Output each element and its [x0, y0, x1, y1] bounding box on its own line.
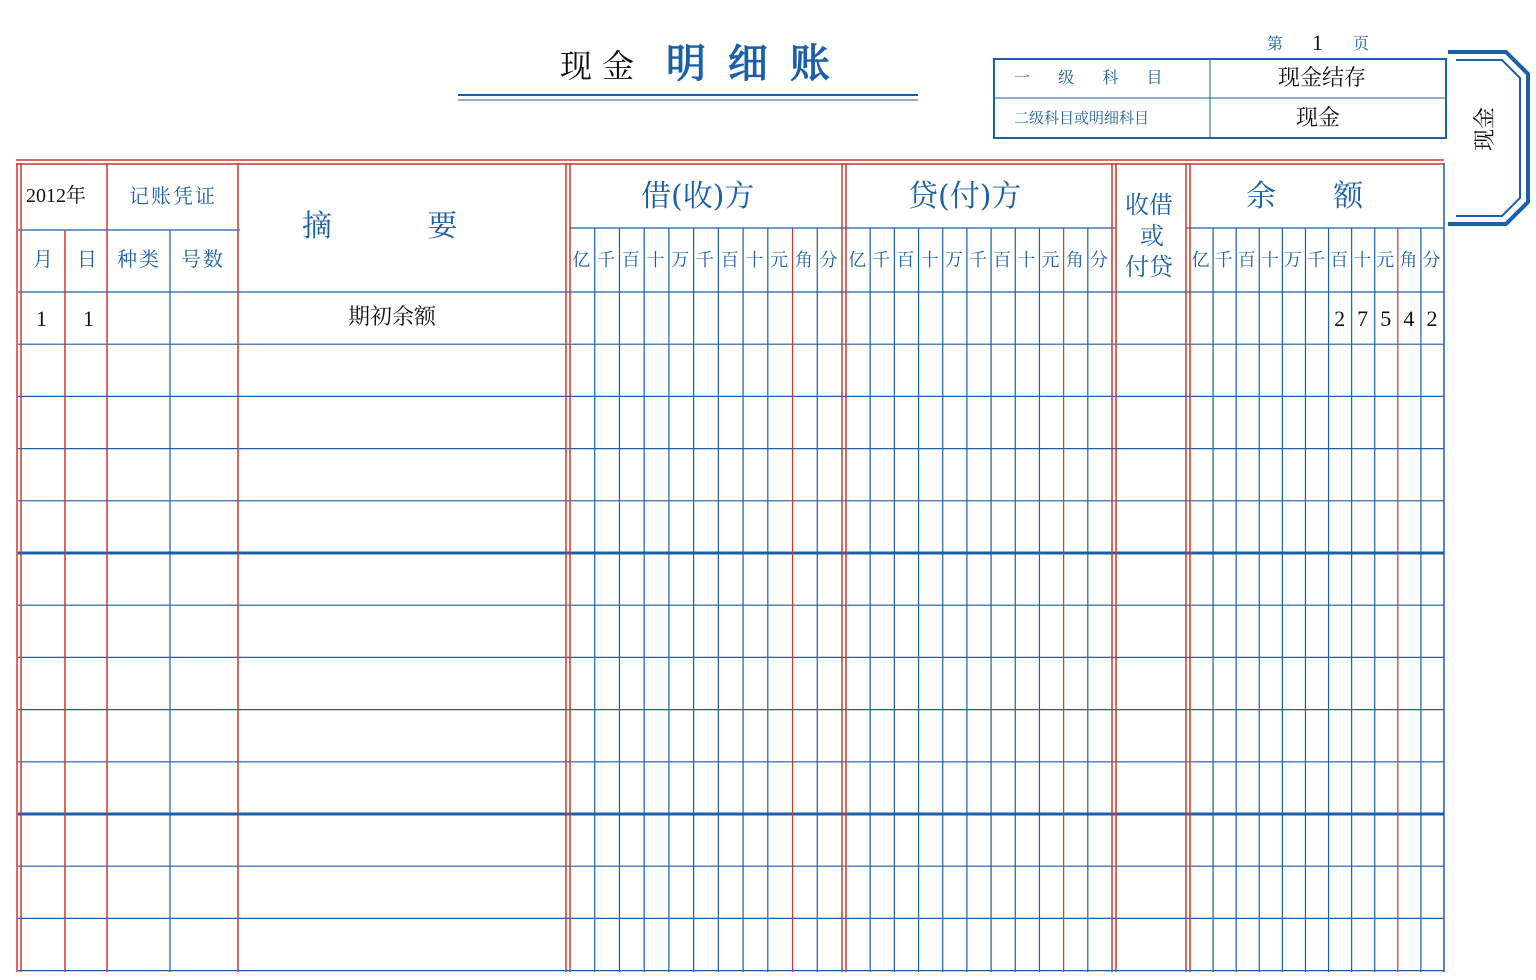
summary-header: 摘 要 — [302, 209, 458, 244]
credit-unit-5: 千 — [969, 250, 987, 271]
page-label-suffix: 页 — [1353, 34, 1370, 53]
balance-unit-3: 十 — [1260, 250, 1279, 271]
page-title: 明 细 账 — [666, 40, 834, 87]
row1-balance-digit: 5 — [1380, 306, 1392, 331]
row1-day: 1 — [83, 306, 94, 331]
credit-unit-7: 十 — [1017, 250, 1036, 271]
debit-unit-1: 千 — [597, 250, 616, 271]
debit-unit-7: 十 — [745, 250, 764, 271]
dc-header-top: 收借 — [1125, 191, 1173, 219]
row1-balance-digit: 2 — [1426, 306, 1438, 331]
credit-unit-10: 分 — [1089, 250, 1108, 271]
credit-unit-0: 亿 — [848, 250, 867, 271]
title-prefix: 现 金 — [560, 47, 635, 85]
debit-unit-10: 分 — [819, 250, 838, 271]
credit-unit-4: 万 — [944, 250, 963, 271]
page-label-prefix: 第 — [1267, 34, 1284, 53]
side-tab[interactable] — [1446, 50, 1530, 226]
level1-account-value: 现金结存 — [1278, 66, 1367, 91]
credit-unit-9: 角 — [1065, 250, 1084, 271]
level1-account-label: 一 级 科 目 — [1014, 68, 1169, 87]
dc-header-mid: 或 — [1140, 222, 1164, 250]
side-tab-label: 现金 — [1473, 106, 1499, 152]
voucher-no-header: 号数 — [181, 247, 225, 271]
page-number: 1 — [1312, 30, 1323, 55]
level2-account-value: 现金 — [1296, 106, 1341, 131]
balance-unit-8: 元 — [1376, 250, 1395, 271]
credit-header: 贷(付)方 — [908, 179, 1022, 214]
balance-header: 余 额 — [1246, 179, 1364, 214]
row1-month: 1 — [36, 306, 47, 331]
debit-unit-0: 亿 — [572, 250, 591, 271]
balance-unit-1: 千 — [1214, 250, 1233, 271]
balance-unit-7: 十 — [1353, 250, 1372, 271]
balance-unit-4: 万 — [1283, 250, 1302, 271]
credit-unit-2: 百 — [896, 250, 915, 271]
credit-unit-8: 元 — [1041, 250, 1060, 271]
credit-unit-6: 百 — [993, 250, 1012, 271]
level2-account-label: 二级科目或明细科目 — [1014, 109, 1150, 127]
row1-summary: 期初余额 — [348, 305, 437, 330]
debit-unit-2: 百 — [621, 250, 640, 271]
credit-unit-1: 千 — [872, 250, 891, 271]
debit-unit-3: 十 — [646, 250, 665, 271]
voucher-type-header: 种类 — [117, 247, 161, 271]
row1-balance-digit: 7 — [1357, 306, 1369, 331]
balance-unit-6: 百 — [1330, 250, 1349, 271]
debit-unit-4: 万 — [671, 250, 690, 271]
row1-balance-digit: 4 — [1403, 306, 1415, 331]
debit-unit-8: 元 — [770, 250, 789, 271]
debit-unit-5: 千 — [696, 250, 714, 271]
debit-unit-9: 角 — [794, 250, 813, 271]
dc-header-bot: 付贷 — [1125, 253, 1173, 281]
credit-unit-3: 十 — [920, 250, 939, 271]
voucher-header: 记账凭证 — [129, 184, 217, 208]
month-header: 月 — [33, 247, 53, 271]
balance-unit-10: 分 — [1422, 250, 1441, 271]
day-header: 日 — [77, 247, 97, 271]
balance-unit-0: 亿 — [1191, 250, 1210, 271]
year-header: 2012年 — [26, 185, 86, 207]
balance-unit-5: 千 — [1307, 250, 1325, 271]
debit-header: 借(收)方 — [641, 179, 755, 214]
debit-unit-6: 百 — [720, 250, 739, 271]
balance-unit-9: 角 — [1399, 250, 1418, 271]
row1-balance-digit: 2 — [1334, 306, 1346, 331]
balance-unit-2: 百 — [1237, 250, 1256, 271]
